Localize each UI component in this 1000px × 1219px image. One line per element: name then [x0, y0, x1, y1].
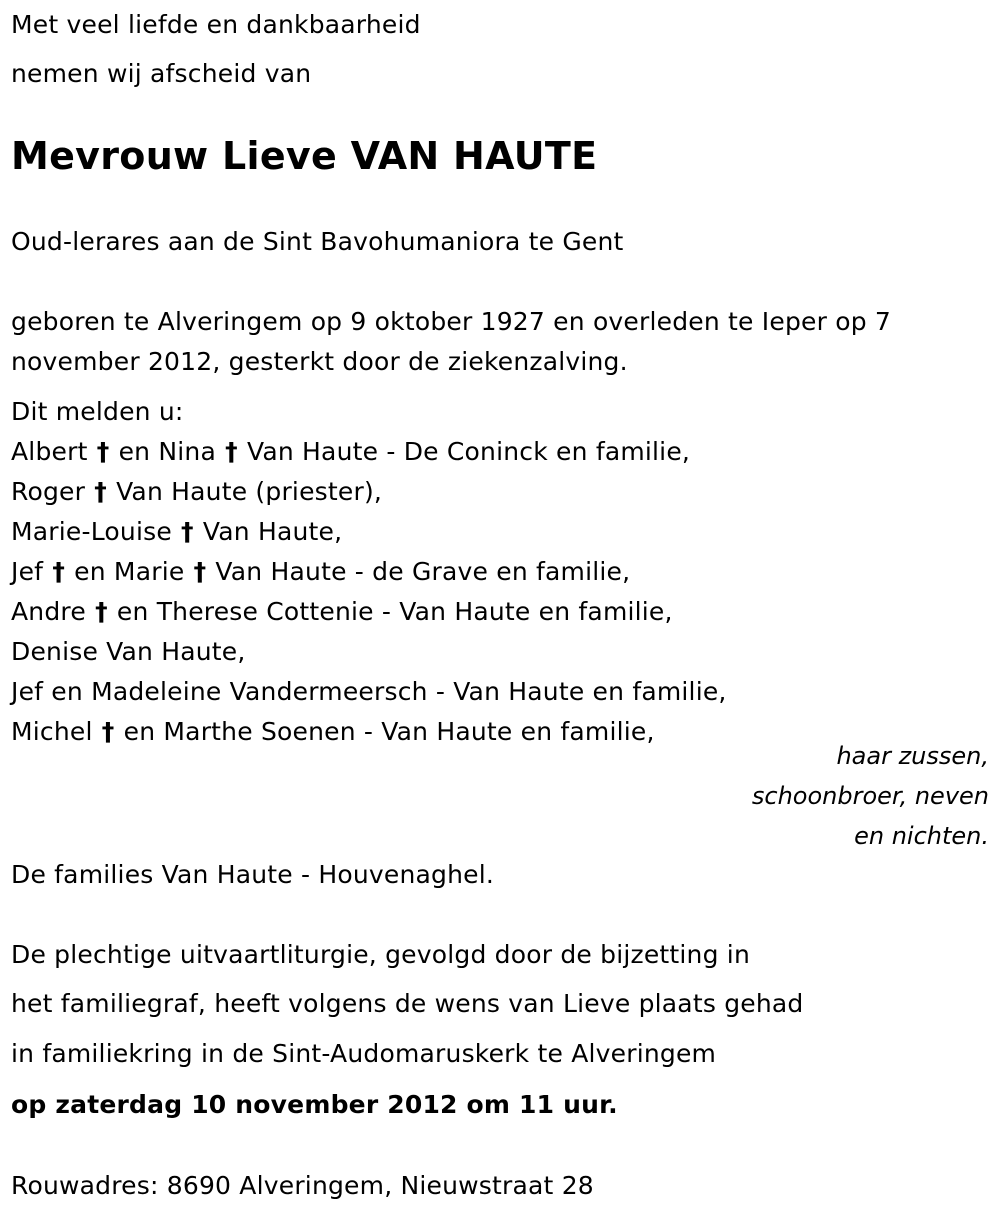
- family-line-2: [11, 477, 382, 507]
- deceased-name: Mevrouw Lieve VAN HAUTE: [11, 134, 598, 178]
- occupation: Oud-lerares aan de Sint Bavohumaniora te Gent: [11, 227, 624, 256]
- family-line-7: [11, 677, 727, 707]
- birth-death-line-1: geboren te Alveringem op 9 oktober 1927 en overleden te Ieper op 7: [11, 307, 892, 336]
- family-text: Van Haute,: [194, 517, 343, 546]
- family-text: Andre: [11, 597, 95, 626]
- family-text: en Therese Cottenie - Van Haute en familie,: [108, 597, 673, 626]
- family-line-5: [11, 597, 673, 627]
- cross-icon: †: [193, 557, 207, 586]
- families-line: De families Van Haute - Houvenaghel.: [11, 860, 495, 889]
- family-line-8: [11, 717, 655, 747]
- funeral-line-3: in familiekring in de Sint-Audomaruskerk te Alveringem: [11, 1039, 717, 1068]
- family-text: Van Haute - De Coninck en familie,: [238, 437, 691, 466]
- funeral-line-2: het familiegraf, heeft volgens de wens van Lieve plaats gehad: [11, 989, 804, 1018]
- family-text: Michel: [11, 717, 101, 746]
- funeral-line-1: De plechtige uitvaartliturgie, gevolgd door de bijzetting in: [11, 940, 751, 969]
- cross-icon: †: [181, 517, 194, 546]
- birth-death-line-2: november 2012, gesterkt door de ziekenzalving.: [11, 347, 628, 376]
- family-text: Jef: [11, 557, 52, 586]
- family-line-4: [11, 557, 630, 587]
- intro-line-2: nemen wij afscheid van: [11, 59, 312, 88]
- cross-icon: †: [95, 597, 108, 626]
- cross-icon: †: [52, 557, 66, 586]
- mourning-address: Rouwadres: 8690 Alveringem, Nieuwstraat 28: [11, 1171, 594, 1200]
- family-text: Roger: [11, 477, 94, 506]
- cross-icon: †: [96, 437, 110, 466]
- family-text: Van Haute - de Grave en familie,: [207, 557, 631, 586]
- cross-icon: †: [101, 717, 115, 746]
- family-text: Van Haute (priester),: [107, 477, 383, 506]
- family-line-3: [11, 517, 342, 547]
- family-line-1: [11, 437, 690, 467]
- relation-line-1: haar zussen,: [836, 742, 989, 770]
- intro-line-1: Met veel liefde en dankbaarheid: [11, 10, 421, 39]
- funeral-date: op zaterdag 10 november 2012 om 11 uur.: [11, 1090, 618, 1119]
- family-text: Marie-Louise: [11, 517, 181, 546]
- family-text: en Nina: [110, 437, 225, 466]
- family-text: Albert: [11, 437, 96, 466]
- family-line-6: [11, 637, 246, 667]
- relation-line-2: schoonbroer, neven: [751, 782, 989, 810]
- family-text: en Marthe Soenen - Van Haute en familie,: [115, 717, 655, 746]
- cross-icon: †: [225, 437, 238, 466]
- family-text: en Marie: [66, 557, 193, 586]
- family-text: Denise Van Haute,: [11, 637, 246, 666]
- relation-line-3: en nichten.: [854, 822, 989, 850]
- family-text: Jef en Madeleine Vandermeersch - Van Haute en familie,: [11, 677, 727, 706]
- announcers-intro: Dit melden u:: [11, 397, 184, 426]
- cross-icon: †: [94, 477, 107, 506]
